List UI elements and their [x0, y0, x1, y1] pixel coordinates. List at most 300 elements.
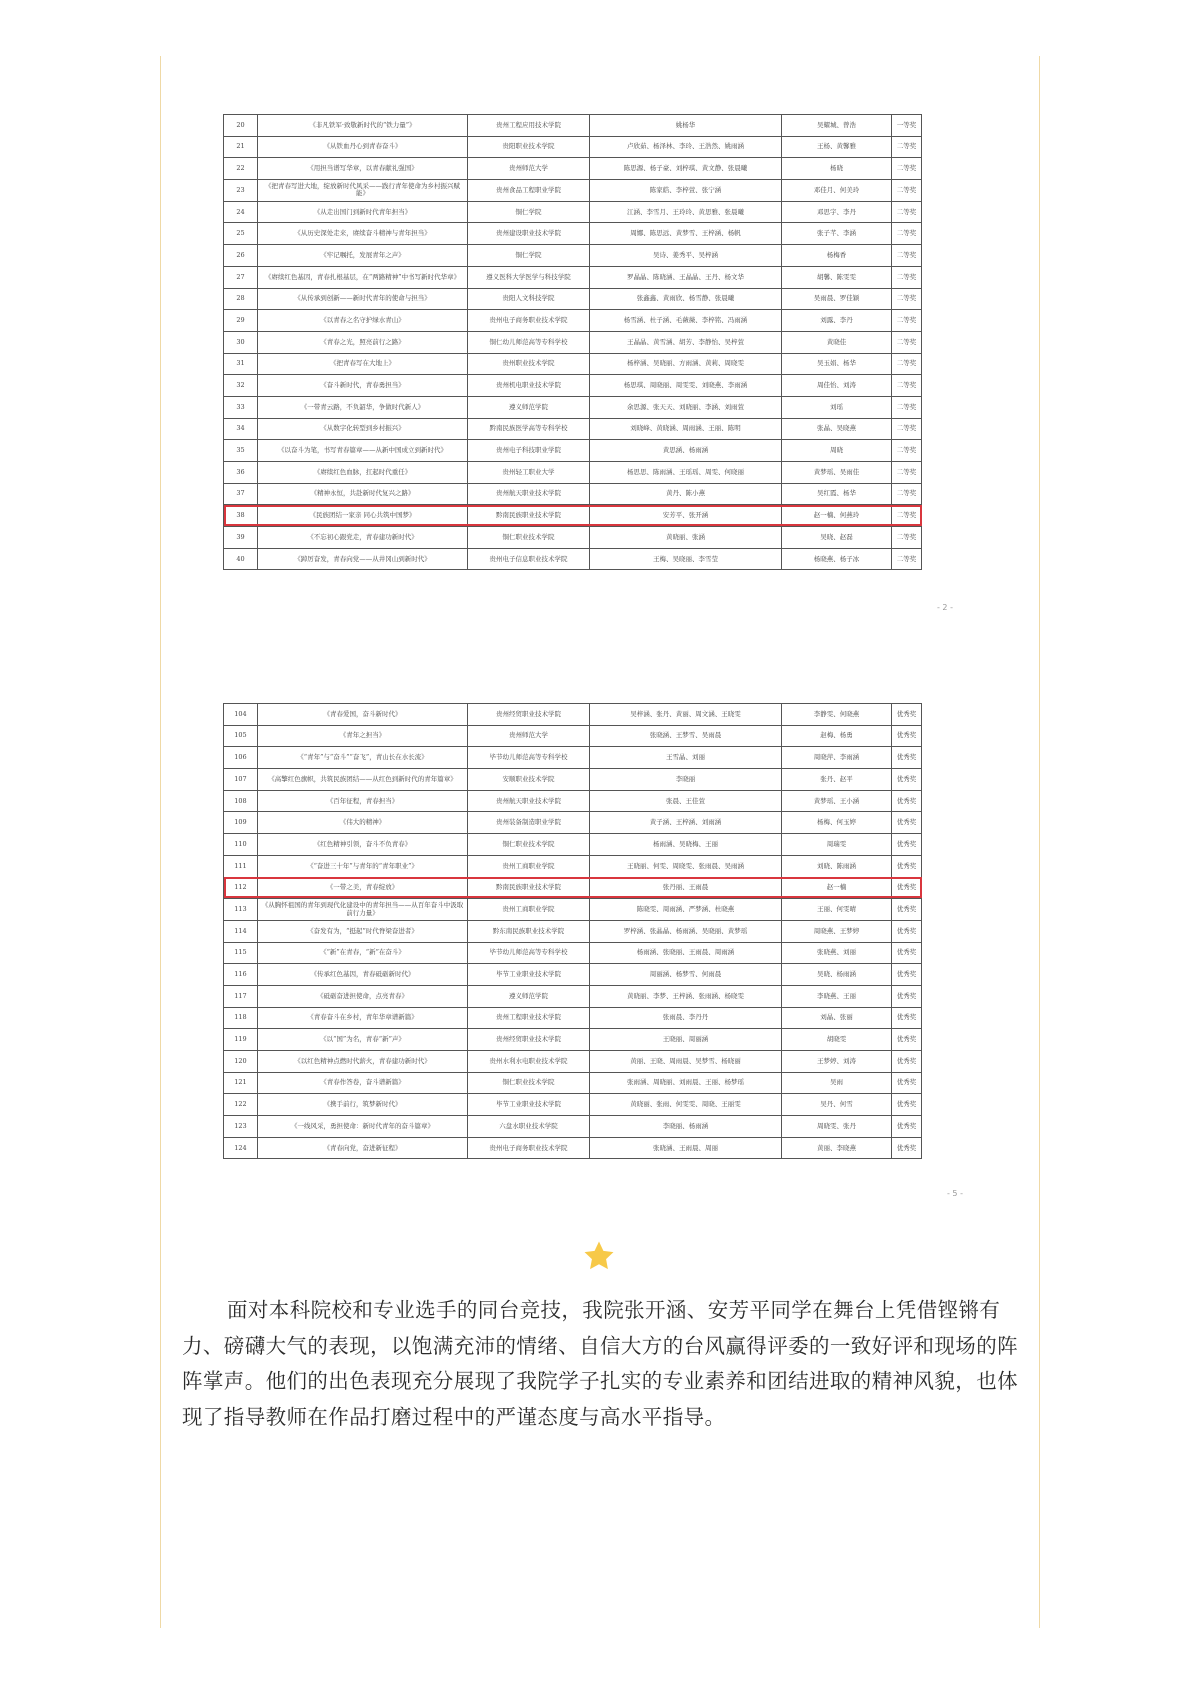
table-cell: 安顺职业技术学院	[468, 769, 590, 791]
table-cell: 《“青年”与“奋斗”“奋飞”，青山长在水长流》	[258, 747, 468, 769]
table-cell: 贵州航天职业技术学院	[468, 790, 590, 812]
table-cell: 111	[224, 855, 258, 877]
table-cell: 39	[224, 527, 258, 549]
table-cell: 杨雨涵、张晓丽、王雨晨、周雨涵	[590, 942, 782, 964]
table-cell: 《从数字化转型到乡村振兴》	[258, 418, 468, 440]
table-cell: 邓思宇、李丹	[782, 201, 892, 223]
table-row	[224, 1116, 922, 1138]
table-cell: 《“奋进三十年”与青年的“青年职业”》	[258, 855, 468, 877]
table-cell: 25	[224, 223, 258, 245]
table-row	[224, 418, 922, 440]
table-cell: 贵州师范大学	[468, 725, 590, 747]
table-row	[224, 790, 922, 812]
table-cell: 贵州机电职业技术学院	[468, 375, 590, 397]
table-cell: 二等奖	[892, 245, 922, 267]
table-cell: 《“新”在青春，“新”在奋斗》	[258, 942, 468, 964]
table-cell: 王杨、黄馨雅	[782, 136, 892, 158]
table-cell: 优秀奖	[892, 985, 922, 1007]
table-row	[224, 353, 922, 375]
table-cell: 刘晓、陈雨涵	[782, 855, 892, 877]
table-cell: 105	[224, 725, 258, 747]
table-cell: 黔东南民族职业技术学院	[468, 920, 590, 942]
table-cell: 赵一楠、何燕玲	[782, 505, 892, 527]
table-cell: 二等奖	[892, 266, 922, 288]
table-cell: 江涵、李雪月、王玲玲、黄思雅、张晨曦	[590, 201, 782, 223]
table-row	[224, 440, 922, 462]
table-cell: 贵州工商职业学院	[468, 899, 590, 921]
table-cell: 34	[224, 418, 258, 440]
table-cell: 24	[224, 201, 258, 223]
table-cell: 112	[224, 877, 258, 899]
table-cell: 贵州轻工职业大学	[468, 462, 590, 484]
table-cell: 30	[224, 331, 258, 353]
table-row	[224, 548, 922, 570]
table-cell: 六盘水职业技术学院	[468, 1116, 590, 1138]
table-row	[224, 855, 922, 877]
table-cell: 赵一楠	[782, 877, 892, 899]
table-cell: 杨晓	[782, 158, 892, 180]
table-cell: 吴玉娟、杨华	[782, 353, 892, 375]
table-cell: 20	[224, 115, 258, 137]
table-cell: 110	[224, 834, 258, 856]
table-cell: 二等奖	[892, 158, 922, 180]
table-cell: 李静雯、何晓燕	[782, 704, 892, 726]
table-cell: 贵阳职业技术学院	[468, 136, 590, 158]
table-row	[224, 158, 922, 180]
table-cell: 赵梅、杨勇	[782, 725, 892, 747]
table-cell: 108	[224, 790, 258, 812]
table-cell: 王雪晶、刘丽	[590, 747, 782, 769]
table-cell: 李晓燕、王丽	[782, 985, 892, 1007]
table-cell: 104	[224, 704, 258, 726]
table-cell: 二等奖	[892, 223, 922, 245]
table-cell: 优秀奖	[892, 942, 922, 964]
table-cell: 《把青春写在大地上》	[258, 353, 468, 375]
table-row	[224, 223, 922, 245]
table-cell: 37	[224, 483, 258, 505]
table-cell: 33	[224, 396, 258, 418]
table-cell: 优秀奖	[892, 899, 922, 921]
table-cell: 黄丹、陈小燕	[590, 483, 782, 505]
table-row	[224, 266, 922, 288]
table-cell: 铜仁职业技术学院	[468, 527, 590, 549]
table-cell: 《把青春写进大地，绽放新时代风采——践行青年使命为乡村振兴赋能》	[258, 180, 468, 202]
table-cell: 黄晓丽、张雨、何雯雯、周晓、王丽雯	[590, 1094, 782, 1116]
table-cell: 40	[224, 548, 258, 570]
table-cell: 杨思思、陈雨涵、王瑶瑶、周雯、何晓丽	[590, 462, 782, 484]
table-cell: 贵州职业技术学院	[468, 353, 590, 375]
table-cell: 二等奖	[892, 201, 922, 223]
table-cell: 36	[224, 462, 258, 484]
table-row	[224, 899, 922, 921]
table-cell: 黄子涵、王梓涵、刘雨涵	[590, 812, 782, 834]
table-cell: 《精神永恒，共赴新时代复兴之路》	[258, 483, 468, 505]
table-row	[224, 1051, 922, 1073]
table-cell: 铜仁学院	[468, 201, 590, 223]
table-cell: 35	[224, 440, 258, 462]
table-cell: 吴梓涵、张丹、黄丽、周文涵、王晓雯	[590, 704, 782, 726]
table-cell: 120	[224, 1051, 258, 1073]
table-row	[224, 180, 922, 202]
table-row	[224, 462, 922, 484]
table-cell: 28	[224, 288, 258, 310]
table-cell: 卢欣茹、杨泽林、李玲、王浩然、姚雨涵	[590, 136, 782, 158]
table-cell: 二等奖	[892, 462, 922, 484]
table-row	[224, 288, 922, 310]
table-cell: 优秀奖	[892, 920, 922, 942]
table-cell: 115	[224, 942, 258, 964]
table-row	[224, 1007, 922, 1029]
table-cell: 遵义师范学院	[468, 985, 590, 1007]
table-cell: 吴诗、姜秀平、吴梓涵	[590, 245, 782, 267]
table-cell: 《牢记嘱托，发展青年之声》	[258, 245, 468, 267]
table-cell: 121	[224, 1072, 258, 1094]
table-cell: 119	[224, 1029, 258, 1051]
table-row	[224, 834, 922, 856]
table-cell: 周丽涵、杨梦雪、何雨晨	[590, 964, 782, 986]
table-row	[224, 1094, 922, 1116]
table-cell: 一等奖	[892, 115, 922, 137]
table-cell: 杨梅、何玉婷	[782, 812, 892, 834]
table-cell: 铜仁学院	[468, 245, 590, 267]
left-decorative-border	[160, 56, 161, 1628]
table-cell: 遵义师范学院	[468, 396, 590, 418]
table-row	[224, 505, 922, 527]
table-cell: 张雨涵、周晓丽、刘雨晨、王丽、杨梦瑶	[590, 1072, 782, 1094]
table-cell: 《以红色精神点燃时代薪火，青春建功新时代》	[258, 1051, 468, 1073]
table-cell: 罗梓涵、张晶晶、杨雨涵、吴晓丽、黄梦瑶	[590, 920, 782, 942]
table-cell: 《不忘初心跟党走，青春建功新时代》	[258, 527, 468, 549]
table-cell: 二等奖	[892, 310, 922, 332]
table-cell: 黄丽、王晓、周雨晨、吴梦雪、杨晓丽	[590, 1051, 782, 1073]
table-cell: 周晓萍、李雨涵	[782, 747, 892, 769]
table-cell: 铜仁幼儿师范高等专科学校	[468, 331, 590, 353]
table-cell: 优秀奖	[892, 725, 922, 747]
table-cell: 优秀奖	[892, 1007, 922, 1029]
table-cell: 姚杨华	[590, 115, 782, 137]
table-cell: 吴雨	[782, 1072, 892, 1094]
table-cell: 周晓燕、王梦婷	[782, 920, 892, 942]
table-cell: 黔南民族职业技术学院	[468, 877, 590, 899]
table-cell: 陈晓雯、周雨涵、严梦涵、杜晓燕	[590, 899, 782, 921]
table-cell: 《以青春之名守护绿水青山》	[258, 310, 468, 332]
table-cell: 二等奖	[892, 331, 922, 353]
table-cell: 113	[224, 899, 258, 921]
table-cell: 二等奖	[892, 375, 922, 397]
table-cell: 《青春向党，奋进新征程》	[258, 1137, 468, 1159]
table-cell: 黄晓丽、张涵	[590, 527, 782, 549]
table-cell: 李晓丽	[590, 769, 782, 791]
table-row	[224, 1137, 922, 1159]
table-cell: 王晓丽、周丽涵	[590, 1029, 782, 1051]
table-cell: 吴丹、何雪	[782, 1094, 892, 1116]
table-cell: 22	[224, 158, 258, 180]
table-cell: 107	[224, 769, 258, 791]
table-row	[224, 331, 922, 353]
table-cell: 123	[224, 1116, 258, 1138]
table-cell: 张晓涵、王梦雪、吴雨晨	[590, 725, 782, 747]
table-cell: 《以奋斗为笔，书写青春篇章——从新中国成立到新时代》	[258, 440, 468, 462]
table-cell: 《百年征程，青春担当》	[258, 790, 468, 812]
awards-table-second-prize	[223, 114, 922, 570]
table-cell: 《红色精神引领，奋斗不负青春》	[258, 834, 468, 856]
table-cell: 王晶晶、黄雪涵、胡芳、李静怡、吴梓萱	[590, 331, 782, 353]
table-cell: 王梦婷、刘涛	[782, 1051, 892, 1073]
table-cell: 贵州航天职业技术学院	[468, 483, 590, 505]
table-row	[224, 985, 922, 1007]
table-cell: 杨梅香	[782, 245, 892, 267]
table-cell: 《青春爱国，奋斗新时代》	[258, 704, 468, 726]
table-cell: 《踔厉奋发，青春向党——从井冈山到新时代》	[258, 548, 468, 570]
table-cell: 《从历史深处走来，赓续奋斗精神与青年担当》	[258, 223, 468, 245]
table-cell: 《赓续红色血脉，扛起时代重任》	[258, 462, 468, 484]
table-cell: 张丹丽、王雨晨	[590, 877, 782, 899]
table-cell: 毕节幼儿师范高等专科学校	[468, 747, 590, 769]
table-cell: 杨梓涵、吴晓丽、方雨涵、黄莉、周晓雯	[590, 353, 782, 375]
table-cell: 116	[224, 964, 258, 986]
table-cell: 118	[224, 1007, 258, 1029]
table-cell: 106	[224, 747, 258, 769]
table-cell: 优秀奖	[892, 747, 922, 769]
table-row	[224, 877, 922, 899]
table-cell: 贵州建设职业技术学院	[468, 223, 590, 245]
table-row	[224, 115, 922, 137]
table-cell: 26	[224, 245, 258, 267]
table-cell: 黔南民族职业技术学院	[468, 505, 590, 527]
table-cell: 优秀奖	[892, 834, 922, 856]
table-cell: 杨思琪、周晓丽、周雯雯、刘晓燕、李雨涵	[590, 375, 782, 397]
table-cell: 《青年之担当》	[258, 725, 468, 747]
table-row	[224, 245, 922, 267]
table-cell: 二等奖	[892, 180, 922, 202]
table-cell: 贵州电子商务职业技术学院	[468, 1137, 590, 1159]
table-cell: 黄晓丽、李梦、王梓涵、张雨涵、杨晓雯	[590, 985, 782, 1007]
table-cell: 《携手前行，筑梦新时代》	[258, 1094, 468, 1116]
table-cell: 32	[224, 375, 258, 397]
table-cell: 杨雪涵、杜子涵、毛薇薇、李梓铭、冯雨涵	[590, 310, 782, 332]
table-cell: 黄梦瑶、吴雨佳	[782, 462, 892, 484]
table-cell: 吴雨晨、罗佳颖	[782, 288, 892, 310]
table-cell: 优秀奖	[892, 855, 922, 877]
table-row	[224, 310, 922, 332]
table-cell: 贵州装备制造职业学院	[468, 812, 590, 834]
table-cell: 21	[224, 136, 258, 158]
table-cell: 《砥砺奋进担使命，点亮青春》	[258, 985, 468, 1007]
table-cell: 贵州水利水电职业技术学院	[468, 1051, 590, 1073]
table-cell: 吴晓、杨雨涵	[782, 964, 892, 986]
table-cell: 吴晓、赵磊	[782, 527, 892, 549]
table-row	[224, 1029, 922, 1051]
table-cell: 黄梦瑶、王小涵	[782, 790, 892, 812]
table-cell: 贵州电子信息职业技术学院	[468, 548, 590, 570]
table-row	[224, 920, 922, 942]
table-cell: 李晓丽、杨雨涵	[590, 1116, 782, 1138]
table-cell: 贵州工程应用技术学院	[468, 115, 590, 137]
table-cell: 贵州师范大学	[468, 158, 590, 180]
table-cell: 124	[224, 1137, 258, 1159]
table-cell: 王丽、何雯晴	[782, 899, 892, 921]
table-row	[224, 964, 922, 986]
table-cell: 《非凡铁军·致敬新时代的“铁力量”》	[258, 115, 468, 137]
table-cell: 王晓丽、何雯、周晓雯、张雨晨、吴雨涵	[590, 855, 782, 877]
table-cell: 《青春之光，照亮前行之路》	[258, 331, 468, 353]
table-row	[224, 812, 922, 834]
awards-table-excellence-prize	[223, 703, 922, 1159]
star-icon	[582, 1239, 616, 1273]
table-row	[224, 1072, 922, 1094]
table-cell: 《以“国”为名，青春“新”声》	[258, 1029, 468, 1051]
table-cell: 吴红霞、杨华	[782, 483, 892, 505]
table-cell: 铜仁职业技术学院	[468, 834, 590, 856]
table-cell: 刘晶、张丽	[782, 1007, 892, 1029]
table-cell: 周佳怡、刘涛	[782, 375, 892, 397]
page-number: - 2 -	[937, 603, 953, 612]
table-cell: 王梅、吴晓丽、李雪莹	[590, 548, 782, 570]
table-cell: 黄丽、李晓燕	[782, 1137, 892, 1159]
table-cell: 吴耀城、曾浩	[782, 115, 892, 137]
table-cell: 《从走出国门到新时代青年担当》	[258, 201, 468, 223]
table-cell: 优秀奖	[892, 704, 922, 726]
table-cell: 《青春奋斗在乡村，青年华章谱新篇》	[258, 1007, 468, 1029]
table-cell: 铜仁职业技术学院	[468, 1072, 590, 1094]
table-cell: 优秀奖	[892, 1072, 922, 1094]
table-cell: 《高擎红色旗帜，共筑民族团结——从红色到新时代的青年篇章》	[258, 769, 468, 791]
table-cell: 陈思源、杨子豪、刘梓琪、黄文静、张晨曦	[590, 158, 782, 180]
table-cell: 毕节工业职业技术学院	[468, 1094, 590, 1116]
table-cell: 109	[224, 812, 258, 834]
table-cell: 周晓雯、张丹	[782, 1116, 892, 1138]
table-cell: 二等奖	[892, 288, 922, 310]
table-cell: 《一线风采，勇担使命：新时代青年的奋斗篇章》	[258, 1116, 468, 1138]
table-cell: 罗晶晶、陈晓涵、王晶晶、王丹、杨文华	[590, 266, 782, 288]
table-cell: 张晓涵、王雨晨、周丽	[590, 1137, 782, 1159]
table-cell: 优秀奖	[892, 877, 922, 899]
table-cell: 《从铁血丹心到青春奋斗》	[258, 136, 468, 158]
table-cell: 二等奖	[892, 353, 922, 375]
table-cell: 《奋发有为，“挺起”时代脊梁奋进者》	[258, 920, 468, 942]
table-cell: 周瑞雯	[782, 834, 892, 856]
table-cell: 优秀奖	[892, 769, 922, 791]
right-decorative-border	[1039, 56, 1040, 1628]
table-cell: 贵州经贸职业技术学院	[468, 704, 590, 726]
table-cell: 《从传承到创新——新时代青年的使命与担当》	[258, 288, 468, 310]
page-number: - 5 -	[947, 1189, 963, 1198]
table-cell: 《传承红色基因，青春砥砺新时代》	[258, 964, 468, 986]
table-cell: 《奋斗新时代，青春勇担当》	[258, 375, 468, 397]
table-cell: 《民族团结一家亲 同心共筑中国梦》	[258, 505, 468, 527]
table-cell: 黄晓佳	[782, 331, 892, 353]
table-cell: 29	[224, 310, 258, 332]
table-cell: 二等奖	[892, 418, 922, 440]
table-cell: 黔南民族医学高等专科学校	[468, 418, 590, 440]
table-cell: 《一带青云路，不负韶华，争做时代新人》	[258, 396, 468, 418]
table-cell: 刘晓峰、黄晓涵、周雨涵、王丽、陈明	[590, 418, 782, 440]
table-cell: 38	[224, 505, 258, 527]
table-row	[224, 136, 922, 158]
table-cell: 张丹、赵平	[782, 769, 892, 791]
table-row	[224, 769, 922, 791]
table-cell: 优秀奖	[892, 1029, 922, 1051]
table-cell: 优秀奖	[892, 1094, 922, 1116]
table-cell: 二等奖	[892, 440, 922, 462]
table-cell: 贵州经贸职业技术学院	[468, 1029, 590, 1051]
table-cell: 《赓续红色基因，青春扎根基层，在“两路精神”中书写新时代华章》	[258, 266, 468, 288]
table-cell: 贵州工商职业学院	[468, 855, 590, 877]
table-cell: 114	[224, 920, 258, 942]
table-cell: 刘露、李丹	[782, 310, 892, 332]
table-cell: 贵州电子商务职业技术学院	[468, 310, 590, 332]
table-cell: 122	[224, 1094, 258, 1116]
table-cell: 二等奖	[892, 505, 922, 527]
table-cell: 贵州电子科技职业学院	[468, 440, 590, 462]
table-cell: 二等奖	[892, 136, 922, 158]
table-cell: 贵州食品工程职业学院	[468, 180, 590, 202]
table-cell: 杨雨涵、吴晓梅、王丽	[590, 834, 782, 856]
table-cell: 23	[224, 180, 258, 202]
table-cell: 优秀奖	[892, 1051, 922, 1073]
table-cell: 二等奖	[892, 396, 922, 418]
table-cell: 优秀奖	[892, 964, 922, 986]
table-cell: 贵州工程职业技术学院	[468, 1007, 590, 1029]
table-row	[224, 527, 922, 549]
table-cell: 杨晓燕、杨子冰	[782, 548, 892, 570]
table-cell: 遵义医科大学医学与科技学院	[468, 266, 590, 288]
table-row	[224, 725, 922, 747]
table-cell: 毕节工业职业技术学院	[468, 964, 590, 986]
table-cell: 《一带之美，青春绽放》	[258, 877, 468, 899]
table-cell: 《从胸怀祖国的青年到现代化建设中的青年担当——从百年奋斗中汲取前行力量》	[258, 899, 468, 921]
table-cell: 胡晓雯	[782, 1029, 892, 1051]
table-cell: 27	[224, 266, 258, 288]
table-cell: 张子芊、李涵	[782, 223, 892, 245]
table-cell: 贵阳人文科技学院	[468, 288, 590, 310]
table-cell: 余思源、张天天、刘晓丽、李涵、刘雨萱	[590, 396, 782, 418]
table-cell: 张晨、王佳萱	[590, 790, 782, 812]
table-cell: 二等奖	[892, 548, 922, 570]
table-row	[224, 396, 922, 418]
table-row	[224, 704, 922, 726]
table-cell: 毕节幼儿师范高等专科学校	[468, 942, 590, 964]
table-cell: 优秀奖	[892, 1137, 922, 1159]
table-cell: 张晓燕、刘丽	[782, 942, 892, 964]
table-cell: 张鑫鑫、黄雨欣、杨雪静、张晨曦	[590, 288, 782, 310]
table-row	[224, 747, 922, 769]
table-cell: 《用担当谱写华章，以青春献礼强国》	[258, 158, 468, 180]
table-cell: 优秀奖	[892, 1116, 922, 1138]
table-cell: 31	[224, 353, 258, 375]
table-cell: 二等奖	[892, 483, 922, 505]
table-cell: 胡馨、陈雯雯	[782, 266, 892, 288]
table-cell: 张雨晨、李丹丹	[590, 1007, 782, 1029]
table-cell: 优秀奖	[892, 812, 922, 834]
table-cell: 刘瑶	[782, 396, 892, 418]
table-row	[224, 201, 922, 223]
table-cell: 《青春作答卷，奋斗谱新篇》	[258, 1072, 468, 1094]
table-row	[224, 375, 922, 397]
table-cell: 陈家皓、李梓萱、张宁涵	[590, 180, 782, 202]
table-cell: 黄思涵、杨雨涵	[590, 440, 782, 462]
table-row	[224, 483, 922, 505]
table-cell: 周娜、陈思远、黄梦雪、王梓涵、杨帆	[590, 223, 782, 245]
table-cell: 邓佳月、何美玲	[782, 180, 892, 202]
table-cell: 优秀奖	[892, 790, 922, 812]
table-cell: 《伟大的精神》	[258, 812, 468, 834]
article-paragraph: 面对本科院校和专业选手的同台竞技，我院张开涵、安芳平同学在舞台上凭借铿锵有力、磅礴大气的表现，以饱满充沛的情绪、自信大方的台风赢得评委的一致好评和现场的阵阵掌声。他们的出色表现充分展现了我院学子扎实的专业素养和团结进取的精神风貌，也体现了指导教师在作品打磨过程中的严谨态度与高水平指导。	[182, 1298, 1018, 1429]
table-cell: 二等奖	[892, 527, 922, 549]
table-row	[224, 942, 922, 964]
table-cell: 周晓	[782, 440, 892, 462]
table-cell: 安芳平、张开涵	[590, 505, 782, 527]
